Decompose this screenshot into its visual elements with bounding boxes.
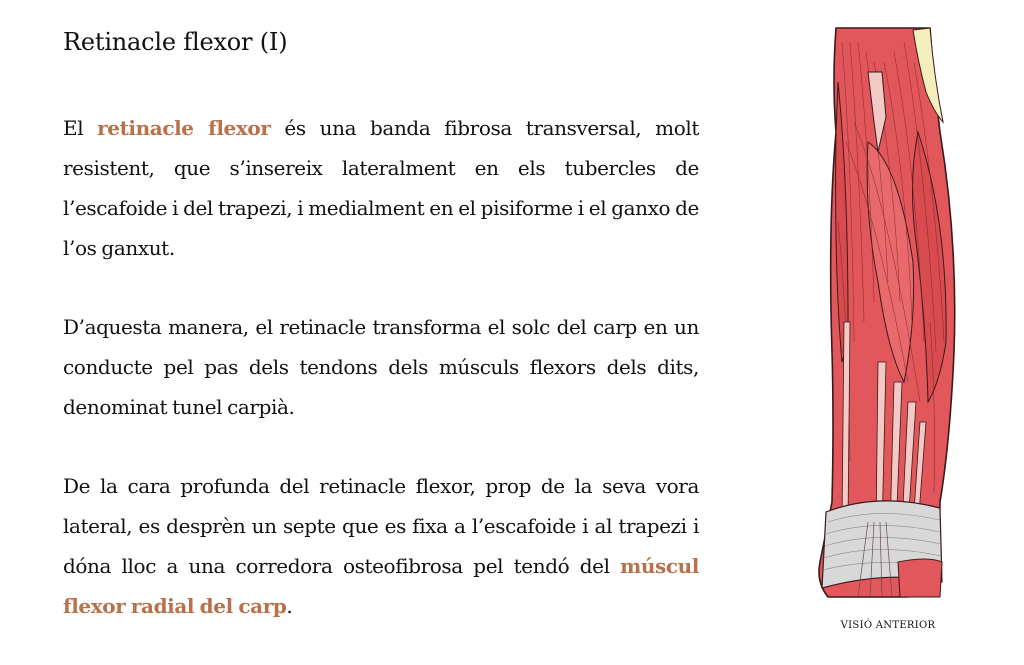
paragraph-1 [63, 108, 699, 268]
paragraph-3 [63, 466, 699, 626]
term-retinacle-flexor[interactable]: retinacle flexor [97, 116, 271, 140]
paragraph-3-text-end: . [286, 594, 293, 618]
paragraph-1-text-end: és una banda fibrosa transversal, molt resistent, que s’insereix lateralment en els tubercles de l’escafoide i del trapezi, i medialment en el pisiforme i el ganxo de l’os ganxut. [63, 116, 700, 260]
paragraph-1-text-start: El [63, 116, 98, 140]
page-title: Retinacle flexor (I) [63, 28, 288, 56]
paragraph-2: D’aquesta manera, el retinacle transforma el solc del carp en un conducte pel pas dels tendons dels músculs flexors dels dits, denominat tunel carpià. [63, 315, 699, 419]
hypothenar-muscle [898, 559, 942, 597]
figure-caption: VISIÓ ANTERIOR [840, 620, 936, 631]
term-muscul-flexor-radial-del-carp[interactable]: múscul flexor radial del carp [63, 554, 699, 618]
forearm-anatomy-illustration [808, 22, 968, 602]
text-column [63, 108, 699, 665]
paragraph-3-text-start: De la cara profunda del retinacle flexor, prop de la seva vora lateral, es desprèn un septe que es fixa a l’escafoide i al trapezi i dóna lloc a una corredora osteofibrosa pel tendó del [63, 474, 699, 578]
